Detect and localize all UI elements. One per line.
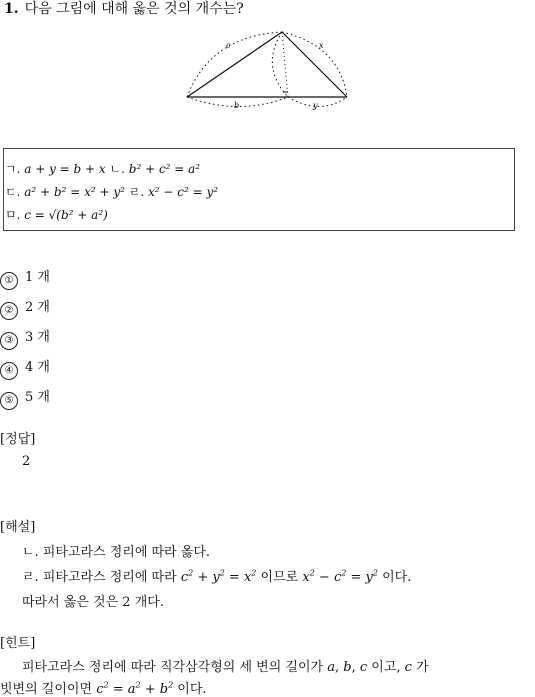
statement-marker: ㄹ.	[128, 185, 145, 199]
statement-marker: ㅁ.	[5, 208, 21, 222]
hint-heading: [힌트]	[0, 636, 36, 651]
option-label: 5 개	[25, 390, 50, 405]
segment-left	[187, 32, 282, 97]
hint-text: 가	[416, 660, 429, 675]
hint-text: 이고,	[371, 660, 401, 675]
statement-row-2	[5, 183, 218, 200]
statement-expr: b² + c² = a²	[128, 162, 201, 176]
hint-line-2: 빗변의 길이이면 $c^2 = a^2 + b^2$ 이다.	[0, 680, 207, 697]
explanation-text: 이므로	[260, 570, 299, 585]
option-label: 1 개	[25, 270, 50, 285]
option-marker: ②	[0, 302, 18, 320]
option-marker: ⑤	[0, 392, 18, 410]
explanation-line-2: ㄹ. 피타고라스 정리에 따라 $c^2 + y^2 = x^2$ 이므로 $x^2 - c^2 = y^2$ 이다.	[22, 568, 412, 585]
explanation-line-1: ㄴ. 피타고라스 정리에 따라 옳다.	[22, 545, 211, 560]
statement-marker: ㄴ.	[109, 162, 125, 176]
label-x: x	[319, 41, 324, 50]
option-4[interactable]	[0, 356, 50, 380]
question-title	[4, 0, 244, 18]
question-text: 다음 그림에 대해 옳은 것의 개수는?	[24, 1, 244, 17]
statement-marker: ㄱ.	[5, 162, 21, 176]
arc-middle	[272, 32, 288, 97]
option-label: 4 개	[25, 360, 50, 375]
label-y: y	[313, 101, 318, 110]
statement-expr: a² + b² = x² + y²	[24, 185, 125, 199]
hint-text: 이다.	[177, 682, 207, 697]
question-number: 1.	[4, 1, 19, 17]
triangle-figure	[180, 26, 360, 116]
explanation-heading: [해설]	[0, 520, 36, 535]
segment-height	[282, 32, 288, 97]
option-1[interactable]	[0, 266, 50, 290]
statement-marker: ㄷ.	[5, 185, 21, 199]
option-2[interactable]	[0, 296, 50, 320]
option-label: 2 개	[25, 300, 50, 315]
option-marker: ④	[0, 362, 18, 380]
option-5[interactable]	[0, 386, 50, 410]
segment-right	[282, 32, 347, 97]
explanation-text: ㄹ. 피타고라스 정리에 따라	[22, 570, 177, 585]
statement-expr: x² − c² = y²	[148, 185, 219, 199]
option-marker: ③	[0, 332, 18, 350]
option-3[interactable]	[0, 326, 50, 350]
label-b: b	[234, 101, 240, 110]
hint-text: 피타고라스 정리에 따라 직각삼각형의 세 변의 길이가	[22, 660, 324, 675]
label-c: c	[226, 41, 231, 50]
hint-line-1: 피타고라스 정리에 따라 직각삼각형의 세 변의 길이가 a, b, c 이고, c 가	[22, 660, 429, 675]
explanation-line-3: 따라서 옳은 것은 2 개다.	[22, 595, 164, 610]
option-marker: ①	[0, 272, 18, 290]
statement-expr: c = √(b² + a²)	[24, 208, 108, 222]
hint-text: 빗변의 길이이면	[0, 682, 93, 697]
statement-row-1	[5, 160, 200, 177]
explanation-text: 이다.	[382, 570, 412, 585]
option-label: 3 개	[25, 330, 50, 345]
answer-value: 2	[22, 454, 31, 469]
answer-heading: [정답]	[0, 432, 36, 447]
statement-expr: a + y = b + x	[24, 162, 106, 176]
statement-row-3	[5, 206, 108, 223]
